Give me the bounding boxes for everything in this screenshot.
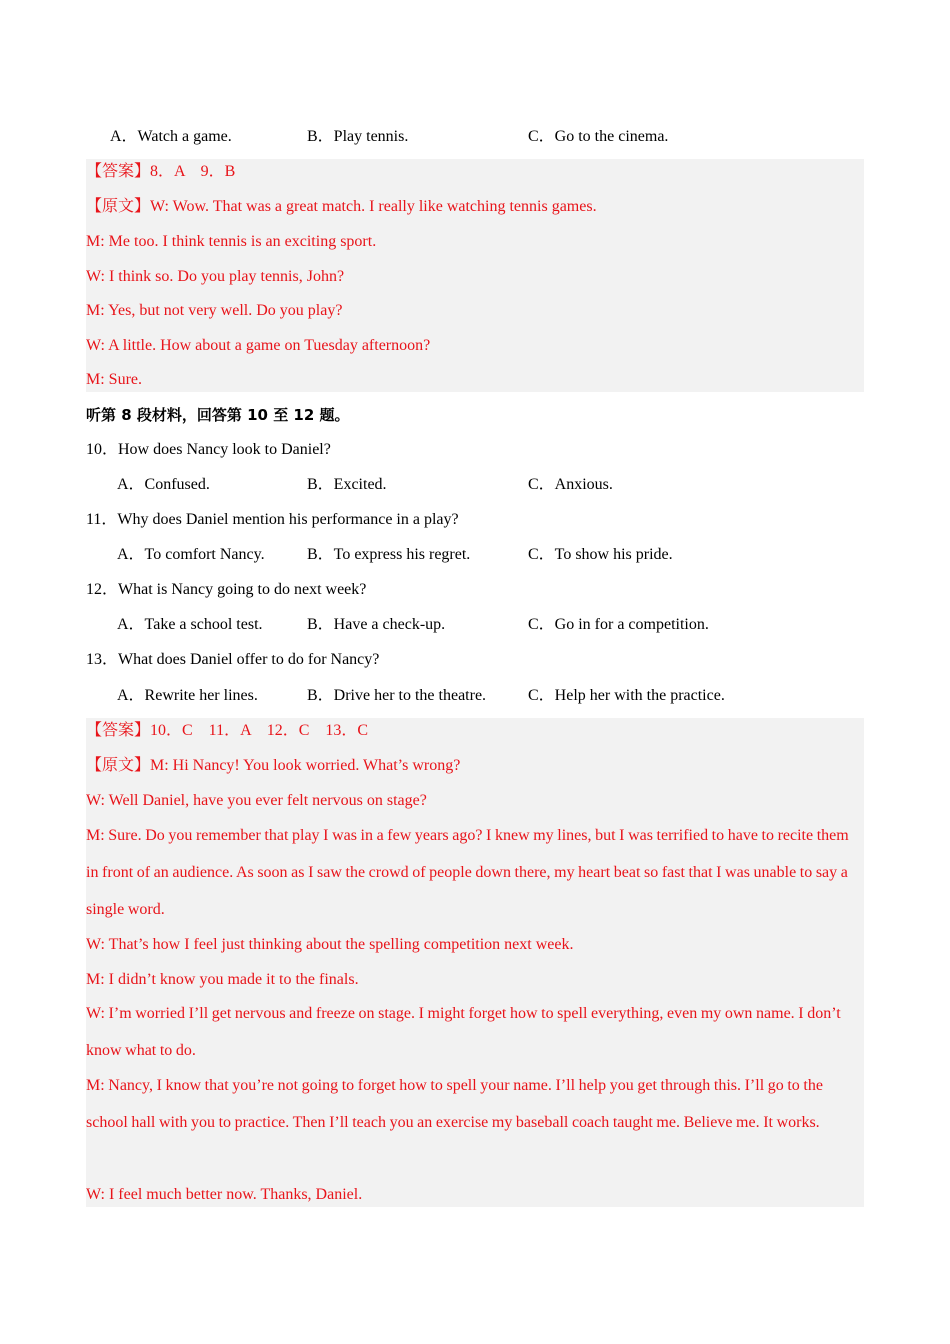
question-11-stem: 11．Why does Daniel mention his performance in a play? [86,511,459,528]
question-10-option-c: C．Anxious. [528,476,613,493]
question-13-option-c: C．Help her with the practice. [528,687,725,704]
transcript-1-line-4: M: Yes, but not very well. Do you play? [86,302,343,319]
transcript-1-line-1: 【原文】W: Wow. That was a great match. I really like watching tennis games. [86,198,597,215]
question-10-option-b: B．Excited. [307,476,387,493]
question-10-option-a: A．Confused. [117,476,210,493]
transcript-1-line-3: W: I think so. Do you play tennis, John? [86,268,345,285]
question-13-option-a: A．Rewrite her lines. [117,687,258,704]
transcript-2-line-8: W: I feel much better now. Thanks, Daniel. [86,1186,363,1203]
transcript-2-paragraph-3: M: Sure. Do you remember that play I was in a few years ago? I knew my lines, but I was terrified to have to recite them in front of an audience. As soon as I saw the crowd of people down there, my heart beat so fast that I was unable to say a single word. [86,827,849,918]
transcript-2-line-5: M: I didn’t know you made it to the finals. [86,971,359,988]
transcript-1-line-6: M: Sure. [86,371,142,388]
question-13-stem: 13．What does Daniel offer to do for Nancy? [86,651,380,668]
question-11-option-b: B．To express his regret. [307,546,471,563]
answer-key-1: 【答案】8．A 9．B [86,163,236,180]
transcript-2-paragraph-6: W: I’m worried I’ll get nervous and freeze on stage. I might forget how to spell everything, even my own name. I don’t know what to do. [86,1005,841,1059]
question-12-stem: 12．What is Nancy going to do next week? [86,581,367,598]
question-13-option-b: B．Drive her to the theatre. [307,687,487,704]
transcript-2-line-1: 【原文】M: Hi Nancy! You look worried. What’s wrong? [86,757,461,774]
question-11-option-c: C．To show his pride. [528,546,673,563]
question-12-option-a: A．Take a school test. [117,616,263,633]
question-12-option-c: C．Go in for a competition. [528,616,709,633]
section-heading: 听第 8 段材料，回答第 10 至 12 题。 [86,406,350,424]
question-10-stem: 10．How does Nancy look to Daniel? [86,441,331,458]
question-11-option-a: A．To comfort Nancy. [117,546,265,563]
q9-option-a: A．Watch a game. [110,128,232,145]
q9-option-b: B．Play tennis. [307,128,409,145]
answer-key-2: 【答案】10．C 11．A 12．C 13．C [86,722,369,739]
question-12-option-b: B．Have a check-up. [307,616,446,633]
transcript-1-line-5: W: A little. How about a game on Tuesday afternoon? [86,337,431,354]
q9-option-c: C．Go to the cinema. [528,128,669,145]
transcript-1-line-2: M: Me too. I think tennis is an exciting sport. [86,233,377,250]
transcript-2-paragraph-7: M: Nancy, I know that you’re not going to forget how to spell your name. I’ll help you get through this. I’ll go to the school hall with you to practice. Then I’ll teach you an exercise my baseball coach taught me. Believe me. It works. [86,1077,823,1131]
transcript-2-line-2: W: Well Daniel, have you ever felt nervous on stage? [86,792,427,809]
transcript-2-line-4: W: That’s how I feel just thinking about the spelling competition next week. [86,936,574,953]
